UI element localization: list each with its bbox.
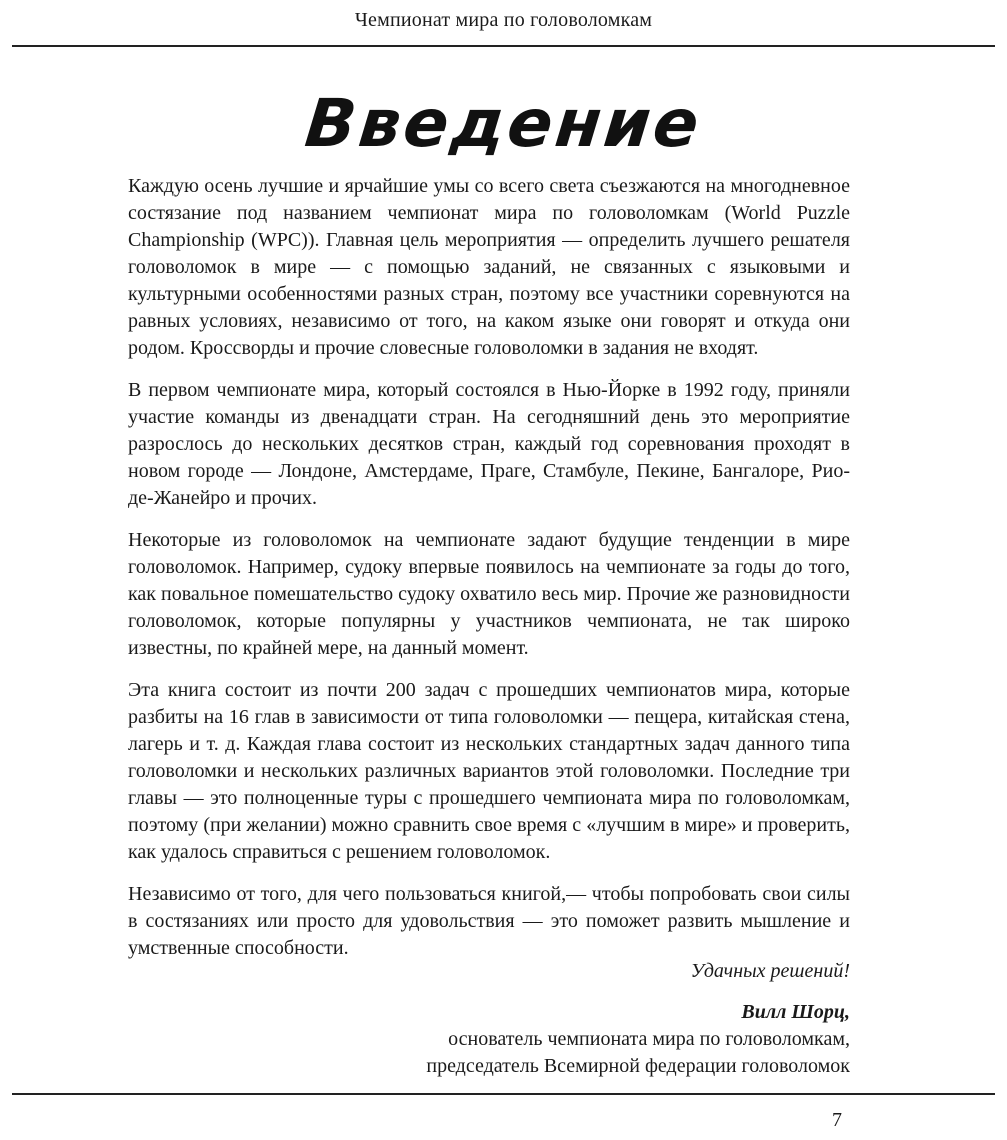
paragraph: Эта книга состоит из почти 200 задач с прошедших чемпионатов мира, которые разбиты на 16 глав в зависимости от типа головоломки — пещера, китайская стена, лагерь и т. д. Каждая глава состоит из нескольких стандартных задач данного типа головоломки и нескольких различных вариантов этой головоломки. Последние три главы — это полноценные туры с прошедшего чемпионата мира по головоломкам, поэтому (при желании) можно сравнить свое время с «лучшим в мире» и проверить, как удалось справиться с решением головоломок. xyxy=(128,679,850,863)
footer-divider xyxy=(12,1093,995,1095)
closing-wish: Удачных решений! xyxy=(690,960,850,982)
closing-signature xyxy=(128,958,850,1080)
author-role: основатель чемпионата мира по головоломкам, xyxy=(448,1028,850,1050)
paragraph: В первом чемпионате мира, который состоялся в Нью-Йорке в 1992 году, приняли участие команды из двенадцати стран. На сегодняшний день это мероприятие разрослось до нескольких десятков стран, каждый год соревнования проходят в новом городе — Лондоне, Амстердаме, Праге, Стамбуле, Пекине, Бангалоре, Рио-де-Жанейро и прочих. xyxy=(128,379,850,509)
running-header: Чемпионат мира по головоломкам xyxy=(354,9,653,31)
author-name: Вилл Шорц, xyxy=(741,1001,850,1023)
chapter-title: Введение xyxy=(301,85,706,162)
page-number: 7 xyxy=(832,1109,842,1131)
paragraph: Некоторые из головоломок на чемпионате задают будущие тенденции в мире головоломок. Например, судоку впервые появилось на чемпионате за годы до того, как повальное помешательство судоку охватило весь мир. Прочие же разновидности головоломок, которые популярны у участников чемпионата, не так широко известны, по крайней мере, на данный момент. xyxy=(128,529,850,659)
paragraph: Независимо от того, для чего пользоваться книгой,— чтобы попробовать свои силы в состязаниях или просто для удовольствия — это поможет развить мышление и умственные способности. xyxy=(128,883,850,959)
paragraph: Каждую осень лучшие и ярчайшие умы со всего света съезжаются на многодневное состязание под названием чемпионат мира по головоломкам (World Puzzle Championship (WPC)). Главная цель мероприятия — определить лучшего решателя головоломок в мире — с помощью заданий, не связанных с языковыми и культурными особенностями разных стран, поэтому все участники соревнуются на равных условиях, независимо от того, на каком языке они говорят и откуда они родом. Кроссворды и прочие словесные головоломки в задания не входят. xyxy=(128,175,850,359)
body-text xyxy=(128,173,850,977)
author-role: председатель Всемирной федерации головоломок xyxy=(426,1055,850,1077)
header-divider xyxy=(12,45,995,47)
